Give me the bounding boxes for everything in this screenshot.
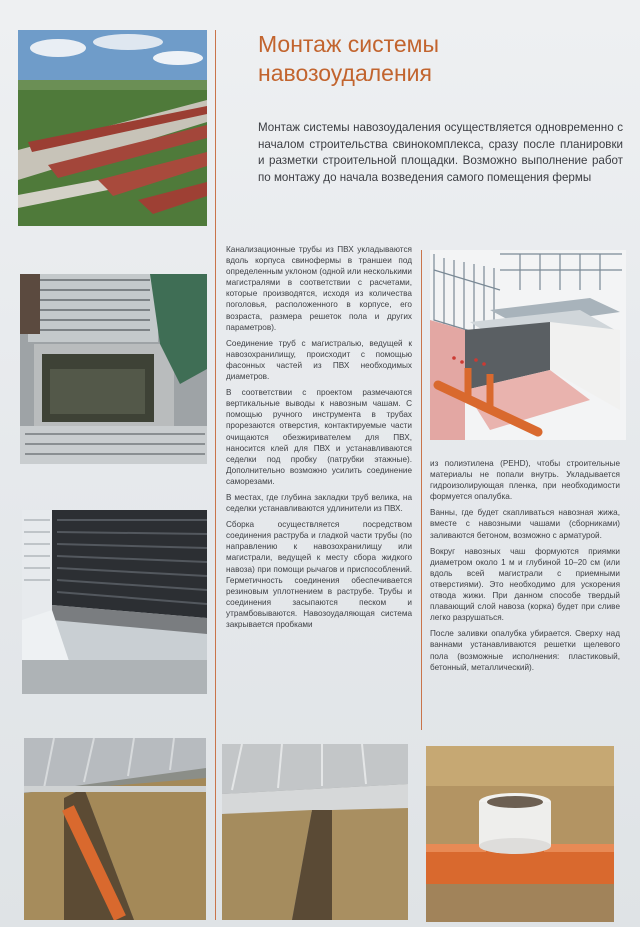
paragraph: Канализационные трубы из ПВХ укладываются вдоль корпуса свинофермы в траншеи под определенным уклоном (одной или несколькими магистралями в соответствии с расчетами, которые производятся, исходя из количества поголовья, расположенного в корпусе, его возраста, размера решеток пола и других параметров). (226, 245, 412, 332)
paragraph: из полиэтилена (PEHD), чтобы строительные материалы не попали внутрь. Укладывается гидроизолирующая пленка, при необходимости формуется опалубка. (430, 459, 620, 502)
lead-paragraph: Монтаж системы навозоудаления осуществляется одновременно с началом строительства свинокомплекса, сразу после планировки и разметки строительной площадки. Возможно выполнение работ по монтажу до начала возведения самого помещения фермы (258, 121, 623, 184)
title-line-1: Монтаж системы (258, 31, 440, 57)
paragraph: Ванны, где будет скапливаться навозная жижа, вместе с навозными чашами (сборниками) заливаются бетоном, возможно с арматурой. (430, 508, 620, 540)
plastic-grate-photo (22, 510, 207, 694)
farm-aerial-photo (18, 30, 207, 226)
page-title (258, 30, 588, 88)
paragraph: В местах, где глубина закладки труб велика, на седелки устанавливаются удлинители из ПВХ. (226, 492, 412, 514)
trench-pipe-photo (24, 738, 206, 920)
slatted-floor-photo (20, 274, 207, 464)
paragraph: После заливки опалубка убирается. Сверху над ваннами устанавливаются решетки щелевого пола (возможные исполнения: пластиковый, бетонный, металлический). (430, 629, 620, 672)
paragraph: Сборка осуществляется посредством соединения раструба и гладкой части трубы (по направлению к навозохранилищу или магистрали, ведущей к месту сбора жидкого навоза) при помощи рычагов и приспособлений. Герметичность соединения обеспечивается резиновым уплотнением в раструбе. Трубы и соединения засыпаются песком и утрамбовываются. Навозоудаляющая система закрывается пробками (226, 520, 412, 629)
paragraph: Вокруг навозных чаш формуются приямки диаметром около 1 м и глубиной 10–20 см (или вдоль всей магистрали с приемными отверстиями). Это необходимо для ускорения отвода жижи. При данном способе твердый плавающий слой навоза (корка) будет при сливе легко разрушаться. (430, 546, 620, 623)
column-divider-left (215, 30, 216, 920)
middle-text-column (226, 244, 412, 635)
paragraph: Соединение труб с магистралью, ведущей к навозохранилищу, происходит с помощью фасонных частей из ПВХ необходимых диаметров. (226, 338, 412, 382)
paragraph: В соответствии с проектом размечаются вертикальные выводы к навозным чашам. С помощью ручного инструмента в трубах прорезаются отверстия, контактируемые части очищаются обезжиривателем для ПВХ, наносится клей для ПВХ и устанавливаются седелки под пробку (патрубки этажные). Дополнительно возможно усилить соединение саморезами. (226, 388, 412, 486)
right-text-column (430, 458, 620, 678)
column-divider-right (421, 250, 422, 730)
trench-shed-photo (222, 744, 408, 920)
title-line-2: навозоудаления (258, 60, 432, 86)
vertical-outlet-photo (426, 746, 614, 922)
pit-diagram (430, 250, 626, 440)
